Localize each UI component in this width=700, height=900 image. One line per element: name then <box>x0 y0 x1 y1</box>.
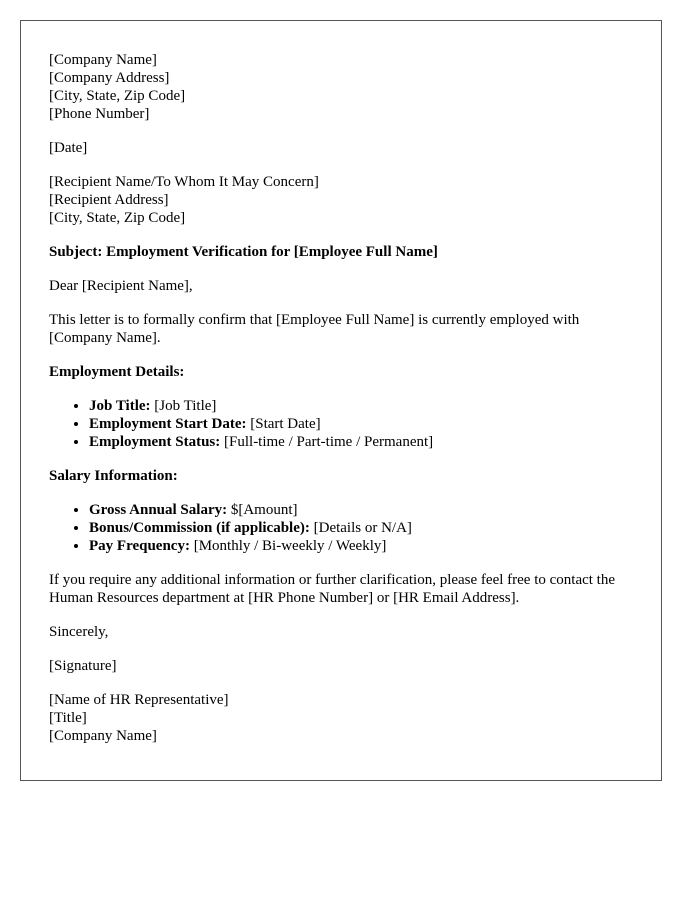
signatory-company: [Company Name] <box>49 728 157 744</box>
salary-information-heading: Salary Information: <box>49 468 178 484</box>
item-label: Employment Start Date: <box>89 416 247 432</box>
item-value: [Monthly / Bi-weekly / Weekly] <box>189 538 387 554</box>
sign-off: Sincerely, <box>49 624 109 640</box>
employment-details-heading: Employment Details: <box>49 364 185 380</box>
list-item <box>89 519 633 537</box>
sender-phone: [Phone Number] <box>49 106 150 122</box>
recipient-name: [Recipient Name/To Whom It May Concern] <box>49 174 319 190</box>
signatory-block <box>49 691 633 745</box>
item-value: [Full-time / Part-time / Permanent] <box>220 434 434 450</box>
item-label: Bonus/Commission (if applicable): <box>89 520 310 536</box>
list-item <box>89 537 633 555</box>
letter-page <box>20 20 662 781</box>
sender-city-state-zip: [City, State, Zip Code] <box>49 88 186 104</box>
item-label: Pay Frequency: <box>89 538 190 554</box>
list-item <box>89 397 633 415</box>
signatory-name: [Name of HR Representative] <box>49 692 229 708</box>
item-value: $[Amount] <box>227 502 298 518</box>
closing-paragraph: If you require any additional information or further clarification, please feel free to contact the Human Resources department at [HR Phone Number] or [HR Email Address]. <box>49 572 616 606</box>
sender-company-address: [Company Address] <box>49 70 170 86</box>
list-item <box>89 415 633 433</box>
list-item <box>89 433 633 451</box>
signatory-title: [Title] <box>49 710 87 726</box>
sender-company-name: [Company Name] <box>49 52 157 68</box>
item-value: [Details or N/A] <box>309 520 412 536</box>
employment-details-list <box>49 397 633 451</box>
recipient-city-state-zip: [City, State, Zip Code] <box>49 210 186 226</box>
signature: [Signature] <box>49 658 117 674</box>
item-value: [Start Date] <box>246 416 321 432</box>
list-item <box>89 501 633 519</box>
salutation: Dear [Recipient Name], <box>49 278 193 294</box>
item-label: Employment Status: <box>89 434 221 450</box>
sender-address-block <box>49 51 633 123</box>
item-label: Gross Annual Salary: <box>89 502 228 518</box>
recipient-address: [Recipient Address] <box>49 192 169 208</box>
letter-subject: Subject: Employment Verification for [Employee Full Name] <box>49 244 438 260</box>
letter-date: [Date] <box>49 140 88 156</box>
salary-information-list <box>49 501 633 555</box>
item-value: [Job Title] <box>150 398 217 414</box>
recipient-address-block <box>49 173 633 227</box>
intro-paragraph: This letter is to formally confirm that [Employee Full Name] is currently employed with [Company Name]. <box>49 312 580 346</box>
item-label: Job Title: <box>89 398 151 414</box>
